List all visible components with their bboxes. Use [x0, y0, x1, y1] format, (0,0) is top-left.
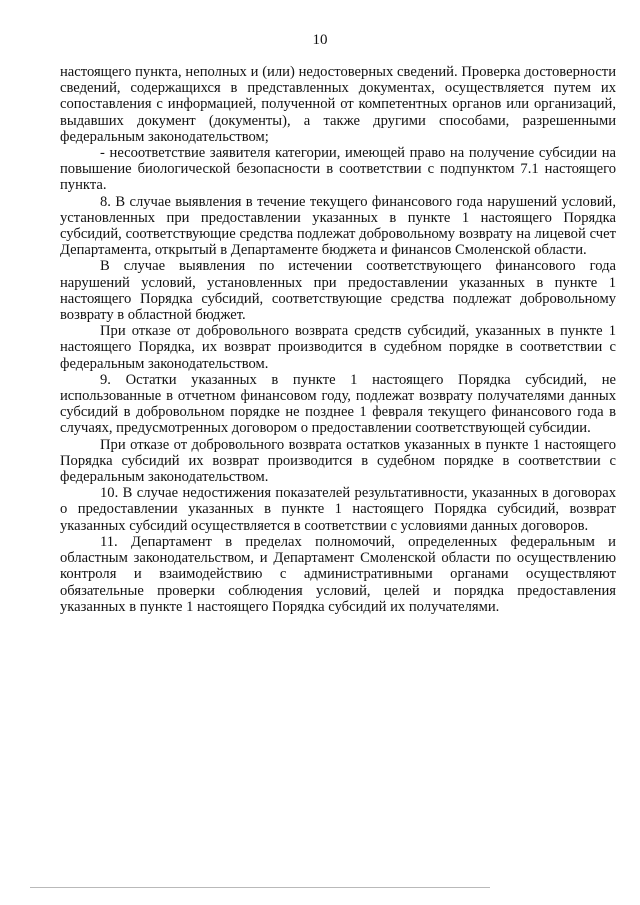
paragraph-clause-9: 9. Остатки указанных в пункте 1 настоящего Порядка субсидий, не использованные в отчетном финансовом году, подлежат возврату получателями данных субсидий в добровольном порядке не позднее 1 февраля текущего финансового года в случаях, предусмотренных договором о предоставлении соответствующей субсидии.: [60, 371, 616, 437]
paragraph-clause-9-refusal: При отказе от добровольного возврата остатков указанных в пункте 1 настоящего Порядка субсидий их возврат производится в судебном порядке в соответствии с федеральным законодательством.: [60, 436, 616, 486]
paragraph-clause-8-refusal: При отказе от добровольного возврата средств субсидий, указанных в пункте 1 настоящего Порядка, их возврат производится в судебном порядке в соответствии с федеральным законодательством.: [60, 323, 616, 372]
document-body: [60, 64, 616, 615]
paragraph-clause-8: 8. В случае выявления в течение текущего финансового года нарушений условий, установленных при предоставлении указанных в пункте 1 настоящего Порядка субсидий, соответствующие средства подлежат добровольному возврату на лицевой счет Департамента, открытый в Департаменте бюджета и финансов Смоленской области.: [60, 193, 616, 259]
paragraph-continuation: настоящего пункта, неполных и (или) недостоверных сведений. Проверка достоверности сведений, содержащихся в представленных документах, осуществляется путем их сопоставления с информацией, полученной от компетентных органов или организаций, выдавших документ (документы), а также другими способами, разрешенными федеральным законодательством;: [60, 64, 616, 145]
paragraph-clause-8-after-year: В случае выявления по истечении соответствующего финансового года нарушений условий, установленных при предоставлении указанных в пункте 1 настоящего Порядка субсидий, соответствующие средства подлежат добровольному возврату в областной бюджет.: [60, 258, 616, 324]
footer-divider: [30, 887, 490, 888]
paragraph-clause-11: 11. Департамент в пределах полномочий, определенных федеральным и областным законодательством, и Департамент Смоленской области по осуществлению контроля и взаимодействию с административными органами осуществляют обязательные проверки соблюдения условий, целей и порядка предоставления указанных в пункте 1 настоящего Порядка субсидий их получателями.: [60, 533, 616, 615]
paragraph-clause-10: 10. В случае недостижения показателей результативности, указанных в договорах о предоставлении указанных в пункте 1 настоящего Порядка субсидий, возврат указанных субсидий осуществляется в соответствии с условиями данных договоров.: [60, 485, 616, 534]
page-number: 10: [312, 32, 328, 48]
paragraph-noncompliance-item: - несоответствие заявителя категории, имеющей право на получение субсидии на повышение биологической безопасности в соответствии с подпунктом 7.1 настоящего пункта.: [60, 145, 616, 194]
